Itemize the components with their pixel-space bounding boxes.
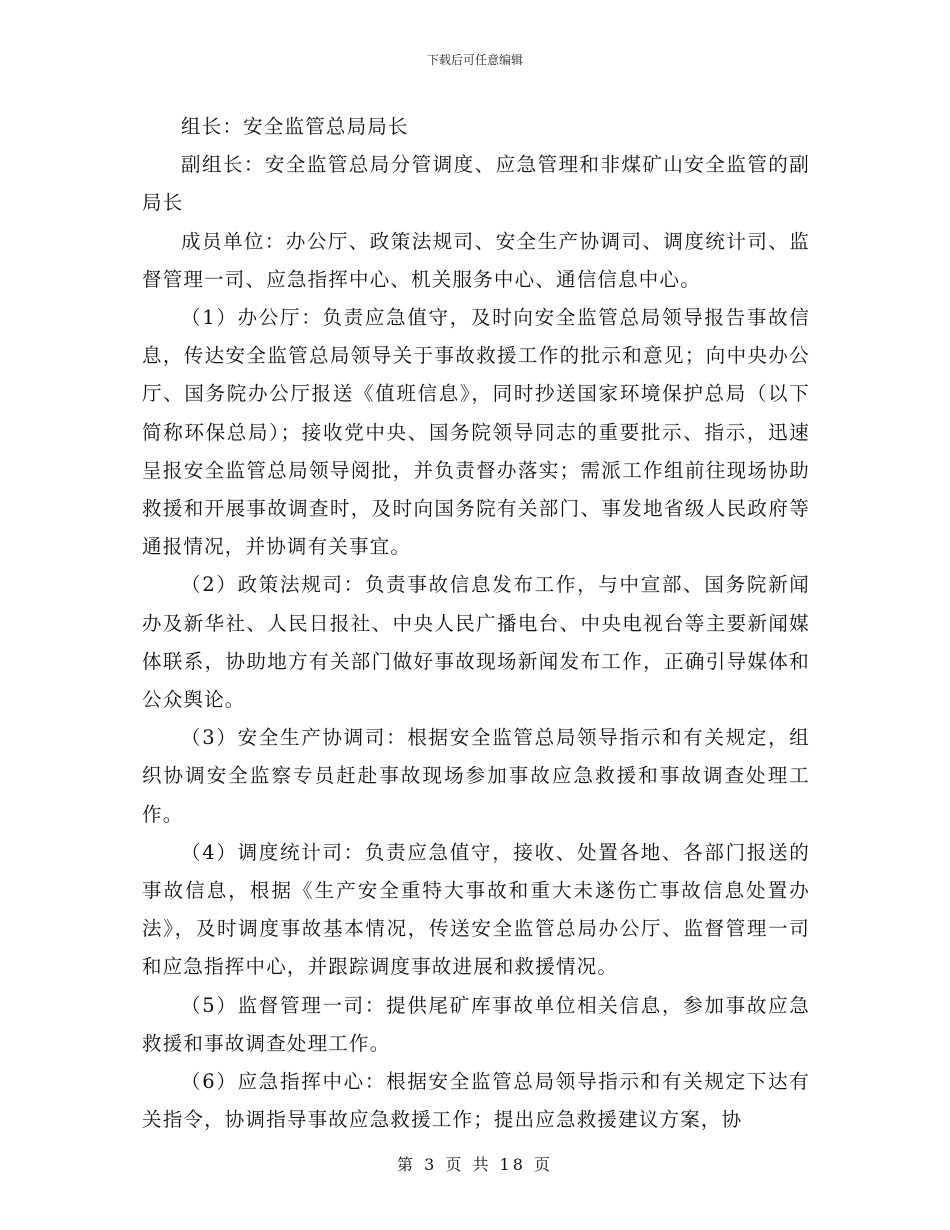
page-header: 下载后可任意编辑 (426, 53, 523, 67)
paragraph-group-leader: 组长：安全监管总局局长 (181, 115, 409, 138)
paragraph-item-6: （6）应急指挥中心：根据安全监管总局领导指示和有关规定下达有关指令，协调指导事故应急救援工作；提出应急救援建议方案，协 (142, 1070, 810, 1132)
paragraph-member-units: 成员单位：办公厅、政策法规司、安全生产协调司、调度统计司、监督管理一司、应急指挥中心、机关服务中心、通信信息中心。 (142, 229, 810, 291)
paragraph-item-3: （3）安全生产协调司：根据安全监管总局领导指示和有关规定，组织协调安全监察专员赶赴事故现场参加事故应急救援和事故调查处理工作。 (142, 726, 810, 826)
page-number: 第 3 页 共 18 页 (397, 1155, 553, 1174)
document-body (142, 108, 810, 1139)
paragraph-item-5: （5）监督管理一司：提供尾矿库事故单位相关信息，参加事故应急救援和事故调查处理工作。 (142, 993, 810, 1055)
paragraph-item-1: （1）办公厅：负责应急值守，及时向安全监管总局领导报告事故信息，传达安全监管总局领导关于事故救援工作的批示和意见；向中央办公厅、国务院办公厅报送《值班信息》，同时抄送国家环境保护总局（以下简称环保总局）；接收党中央、国务院领导同志的重要批示、指示，迅速呈报安全监管总局领导阅批，并负责督办落实；需派工作组前往现场协助救援和开展事故调查时，及时向国务院有关部门、事发地省级人民政府等通报情况，并协调有关事宜。 (142, 306, 810, 559)
paragraph-item-2: （2）政策法规司：负责事故信息发布工作，与中宣部、国务院新闻办及新华社、人民日报社、中央人民广播电台、中央电视台等主要新闻媒体联系，协助地方有关部门做好事故现场新闻发布工作，正确引导媒体和公众舆论。 (142, 573, 810, 712)
paragraph-item-4: （4）调度统计司：负责应急值守，接收、处置各地、各部门报送的事故信息，根据《生产安全重特大事故和重大未遂伤亡事故信息处置办法》，及时调度事故基本情况，传送安全监管总局办公厅、监督管理一司和应急指挥中心，并跟踪调度事故进展和救援情况。 (142, 840, 810, 979)
paragraph-deputy-leader: 副组长：安全监管总局分管调度、应急管理和非煤矿山安全监管的副局长 (142, 153, 810, 215)
